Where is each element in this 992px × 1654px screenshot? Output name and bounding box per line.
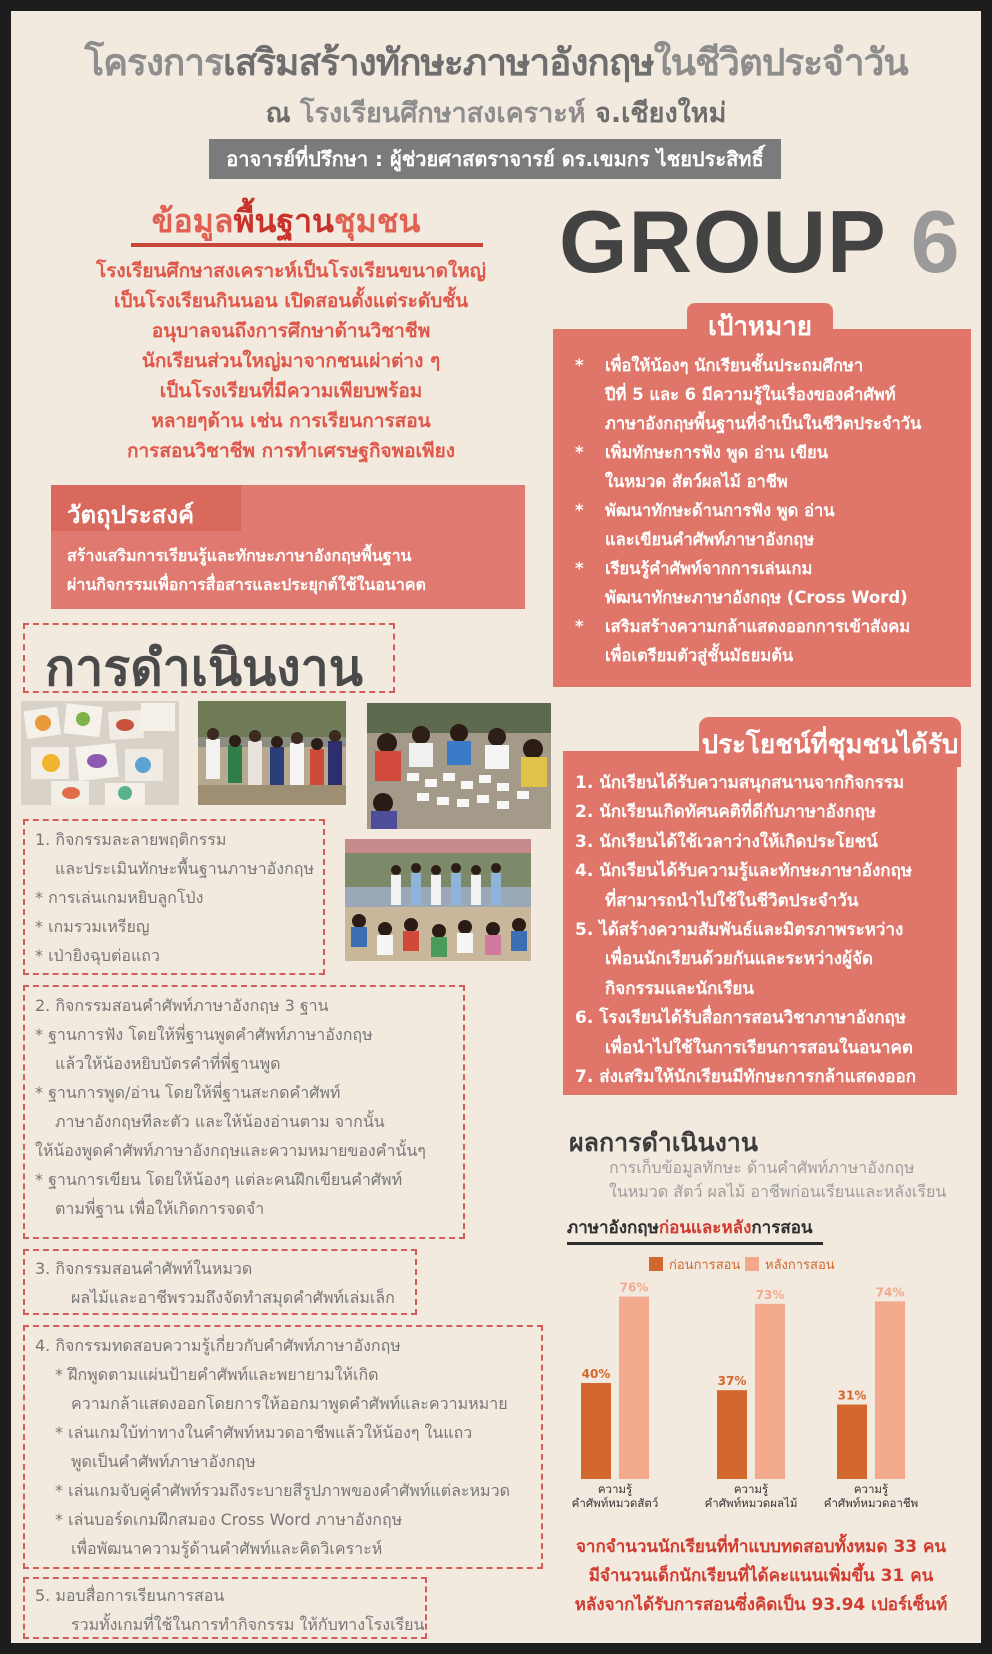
bar-value-label: 40% xyxy=(581,1367,611,1381)
activity-5-box xyxy=(23,1577,427,1639)
results-desc-line: ในหมวด สัตว์ ผลไม้ อาชีพก่อนเรียนและหลังเรียน xyxy=(609,1182,947,1201)
bar-after xyxy=(875,1301,905,1479)
photo-students-line xyxy=(198,701,346,805)
benefits-title: ประโยชน์ที่ชุมชนได้รับ xyxy=(701,730,959,760)
community-line: หลายๆด้าน เช่น การเรียนการสอน xyxy=(151,410,431,432)
objective-box xyxy=(51,485,525,609)
photo-students-cards-floor xyxy=(367,703,551,829)
activity-2-item: * ฐานการฟัง โดยให้พี่ฐานพูดคำศัพท์ภาษาอังกฤษ xyxy=(35,1025,373,1044)
benefit-item: 7. ส่งเสริมให้นักเรียนมีทักษะการกล้าแสดงออก xyxy=(575,1067,917,1088)
goals-title: เป้าหมาย xyxy=(707,312,813,342)
activity-2-title: 2. กิจกรรมสอนคำศัพท์ภาษาอังกฤษ 3 ฐาน xyxy=(35,996,329,1015)
goal-line: ภาษาอังกฤษพื้นฐานที่จำเป็นในชีวิตประจำวัน xyxy=(605,414,922,433)
poster xyxy=(11,11,981,1643)
legend-label: ก่อนการสอน xyxy=(669,1258,741,1273)
goal-line: * เสริมสร้างความกล้าแสดงออกการเข้าสังคม xyxy=(605,617,911,636)
community-heading-part-3: ชุมชน xyxy=(333,202,421,240)
activity-2-line: ภาษาอังกฤษทีละตัว และให้น้องอ่านตาม จากนั้น xyxy=(55,1112,385,1131)
community-heading xyxy=(71,196,501,247)
advisor-bar xyxy=(209,139,781,179)
activity-1-item: * การเล่นเกมหยิบลูกโป่ง xyxy=(35,888,204,907)
activity-1-line: และประเมินทักษะพื้นฐานภาษาอังกฤษ xyxy=(55,859,315,878)
category-label: ความรู้ xyxy=(733,1482,769,1496)
activity-1-item: * เป่ายิงฉุบต่อแถว xyxy=(35,946,160,965)
community-line: นักเรียนส่วนใหญ่มาจากชนเผ่าต่าง ๆ xyxy=(141,350,441,372)
benefit-line: ที่สามารถนำไปใช้ในชีวิตประจำวัน xyxy=(605,890,859,911)
benefit-item: 6. โรงเรียนได้รับสื่อการสอนวิชาภาษาอังกฤษ xyxy=(575,1008,907,1029)
goal-line: ในหมวด สัตว์ผลไม้ อาชีพ xyxy=(605,472,788,491)
bar-after xyxy=(619,1297,649,1479)
benefit-item: 2. นักเรียนเกิดทัศนคติที่ดีกับภาษาอังกฤษ xyxy=(575,802,876,823)
activity-4-item: * เล่นบอร์ดเกมฝึกสมอง Cross Word ภาษาอังกฤษ xyxy=(55,1510,403,1529)
activity-4-line: พูดเป็นคำศัพท์ภาษาอังกฤษ xyxy=(71,1452,256,1471)
results-desc-line: การเก็บข้อมูลทักษะ ด้านคำศัพท์ภาษาอังกฤษ xyxy=(609,1158,915,1177)
activity-4-item: * เล่นเกมใบ้ท่าทางในคำศัพท์หมวดอาชีพแล้วให้น้องๆ ในแถว xyxy=(55,1423,473,1442)
operations-heading: การดำเนินงาน xyxy=(45,639,363,697)
benefits-list xyxy=(575,769,961,1092)
goal-item xyxy=(571,351,969,438)
chart-title-part-2: ก่อนและหลัง xyxy=(658,1218,752,1238)
bar-value-label: 31% xyxy=(837,1388,867,1403)
activity-3-box xyxy=(23,1249,417,1315)
bar-before xyxy=(837,1405,867,1479)
subtitle-part-2: โรงเรียนศึกษาสงเคราะห์ xyxy=(300,98,586,129)
legend-swatch xyxy=(649,1257,663,1271)
results-summary xyxy=(551,1533,971,1620)
summary-line: มีจำนวนเด็กนักเรียนที่ได้คะแนนเพิ่มขึ้น 31 คน xyxy=(588,1566,934,1586)
goals-list xyxy=(571,351,969,670)
photo-group-outdoor xyxy=(345,839,531,961)
goal-line: พัฒนาทักษะภาษาอังกฤษ (Cross Word) xyxy=(605,588,908,607)
community-line: เป็นโรงเรียนที่มีความเพียบพร้อม xyxy=(159,380,423,402)
title-part-2: เสริมสร้างทักษะภาษาอังกฤษ xyxy=(222,41,654,84)
group-number: 6 xyxy=(910,192,961,291)
activity-5-title: 5. มอบสื่อการเรียนการสอน xyxy=(35,1586,225,1605)
page-subtitle xyxy=(11,91,981,134)
activity-4-title: 4. กิจกรรมทดสอบความรู้เกี่ยวกับคำศัพท์ภาษาอังกฤษ xyxy=(35,1336,401,1355)
activity-2-line: ตามพี่ฐาน เพื่อให้เกิดการจดจำ xyxy=(55,1199,265,1218)
bar-value-label: 37% xyxy=(717,1374,747,1389)
subtitle-part-3: จ.เชียงใหม่ xyxy=(585,98,727,129)
category-label: คำศัพท์หมวดอาชีพ xyxy=(823,1496,919,1510)
goal-line: เพื่อเตรียมตัวสู่ชั้นมัธยมต้น xyxy=(605,646,794,665)
goal-item xyxy=(571,554,969,612)
community-line: เป็นโรงเรียนกินนอน เปิดสอนตั้งแต่ระดับชั้น xyxy=(113,290,469,312)
title-part-1: โครงการ xyxy=(84,41,223,84)
objective-line: ผ่านกิจกรรมเพื่อการสื่อสารและประยุกต์ใช้ในอนาคต xyxy=(67,575,426,594)
advisor-text: อาจารย์ที่ปรึกษา : ผู้ช่วยศาสตราจารย์ ดร.เขมกร ไชยประสิทธิ์ xyxy=(226,147,764,171)
goal-line: * เพื่อให้น้องๆ นักเรียนชั้นประถมศึกษา xyxy=(605,356,864,375)
legend-swatch xyxy=(745,1257,759,1271)
activity-1-title: 1. กิจกรรมละลายพฤติกรรม xyxy=(35,830,227,849)
bar-before xyxy=(581,1383,611,1479)
benefit-line: เพื่อนนักเรียนด้วยกันและระหว่างผู้จัด xyxy=(605,949,874,970)
summary-line: หลังจากได้รับการสอนซึ่งคิดเป็น 93.94 เปอร์เซ็นท์ xyxy=(574,1595,948,1615)
goal-item xyxy=(571,496,969,554)
bar-value-label: 74% xyxy=(875,1285,905,1300)
activity-2-box xyxy=(23,985,465,1239)
group-title xyxy=(559,191,961,293)
before-after-bar-chart xyxy=(567,1251,971,1519)
activity-4-item: * ฝึกพูดตามแผ่นป้ายคำศัพท์และพยายามให้เกิด xyxy=(55,1365,379,1384)
results-description xyxy=(609,1156,946,1204)
category-label: คำศัพท์หมวดสัตว์ xyxy=(571,1496,659,1510)
activity-4-item: * เล่นเกมจับคู่คำศัพท์รวมถึงระบายสีรูปภาพของคำศัพท์แต่ละหมวด xyxy=(55,1481,510,1500)
chart-title xyxy=(567,1214,813,1241)
legend-label: หลังการสอน xyxy=(765,1258,835,1273)
chart-title-part-3: การสอน xyxy=(751,1218,813,1238)
objective-text xyxy=(67,541,515,599)
activity-3-line: ผลไม้และอาชีพรวมถึงจัดทำสมุดคำศัพท์เล่มเล็ก xyxy=(71,1288,395,1307)
activity-2-line: แล้วให้น้องหยิบบัตรคำที่พี่ฐานพูด xyxy=(55,1054,281,1073)
group-word: GROUP xyxy=(559,192,886,291)
category-label: ความรู้ xyxy=(597,1482,633,1496)
objective-title: วัตถุประสงค์ xyxy=(67,501,195,529)
goal-line: และเขียนคำศัพท์ภาษาอังกฤษ xyxy=(605,530,815,549)
community-line: โรงเรียนศึกษาสงเคราะห์เป็นโรงเรียนขนาดใหญ่ xyxy=(96,260,486,282)
operations-heading-box xyxy=(23,623,395,697)
goal-line: * เพิ่มทักษะการฟัง พูด อ่าน เขียน xyxy=(605,443,828,462)
category-label: คำศัพท์หมวดผลไม้ xyxy=(704,1496,798,1510)
activity-1-box xyxy=(23,819,325,975)
photo-coloring-cards xyxy=(21,701,179,805)
benefit-line: เพื่อนำไปใช้ในการเรียนการสอนในอนาคต xyxy=(605,1037,913,1058)
community-heading-part-1: ข้อมูล xyxy=(151,202,234,240)
subtitle-part-1: ณ xyxy=(265,98,301,129)
goal-line: * พัฒนาทักษะด้านการฟัง พูด อ่าน xyxy=(605,501,835,520)
bar-value-label: 73% xyxy=(755,1287,785,1302)
title-part-3: ในชีวิตประจำวัน xyxy=(653,41,908,84)
activity-4-line: เพื่อพัฒนาความรู้ด้านคำศัพท์และคิดวิเคราะห์ xyxy=(71,1539,383,1558)
benefit-item: 4. นักเรียนได้รับความรู้และทักษะภาษาอังกฤษ xyxy=(575,861,913,882)
bar-before xyxy=(717,1390,747,1479)
community-line: การสอนวิชาชีพ การทำเศรษฐกิจพอเพียง xyxy=(127,440,455,462)
goal-item xyxy=(571,438,969,496)
summary-line: จากจำนวนนักเรียนที่ทำแบบทดสอบทั้งหมด 33 คน xyxy=(575,1537,947,1557)
results-title: ผลการดำเนินงาน xyxy=(569,1128,758,1157)
chart-title-part-1: ภาษาอังกฤษ xyxy=(567,1218,659,1238)
benefit-line: กิจกรรมและนักเรียน xyxy=(605,978,754,999)
activity-2-item: * ฐานการเขียน โดยให้น้องๆ แต่ละคนฝึกเขียนคำศัพท์ xyxy=(35,1170,403,1189)
benefit-item: 5. ได้สร้างความสัมพันธ์และมิตรภาพระหว่าง xyxy=(575,920,904,941)
community-line: อนุบาลจนถึงการศึกษาด้านวิชาชีพ xyxy=(151,320,431,342)
activity-2-line: ให้น้องพูดคำศัพท์ภาษาอังกฤษและความหมายของคำนั้นๆ xyxy=(35,1141,426,1160)
page-title xyxy=(11,33,981,92)
community-text xyxy=(51,256,531,466)
category-label: ความรู้ xyxy=(853,1482,889,1496)
benefit-item: 3. นักเรียนได้ใช้เวลาว่างให้เกิดประโยชน์ xyxy=(575,831,878,852)
goal-line: ปีที่ 5 และ 6 มีความรู้ในเรื่องของคำศัพท์ xyxy=(605,385,896,404)
activity-5-line: รวมทั้งเกมที่ใช้ในการทำกิจกรรม ให้กับทางโรงเรียน xyxy=(71,1615,425,1634)
benefit-item: 1. นักเรียนได้รับความสนุกสนานจากกิจกรรม xyxy=(575,773,905,793)
bar-after xyxy=(755,1304,785,1479)
objective-line: สร้างเสริมการเรียนรู้และทักษะภาษาอังกฤษพื้นฐาน xyxy=(67,546,412,565)
community-heading-part-2: พื้นฐาน xyxy=(233,202,334,240)
activity-4-box xyxy=(23,1325,543,1569)
activity-4-line: ความกล้าแสดงออกโดยการให้ออกมาพูดคำศัพท์และความหมาย xyxy=(71,1394,508,1413)
bar-value-label: 76% xyxy=(619,1280,649,1295)
activity-1-item: * เกมรวมเหรียญ xyxy=(35,917,150,936)
goal-line: * เรียนรู้คำศัพท์จากการเล่นเกม xyxy=(605,559,813,578)
chart-title-underline xyxy=(567,1242,823,1245)
community-heading-underline xyxy=(131,243,483,247)
goal-item xyxy=(571,612,969,670)
activity-2-item: * ฐานการพูด/อ่าน โดยให้พี่ฐานสะกดคำศัพท์ xyxy=(35,1083,341,1102)
activity-3-title: 3. กิจกรรมสอนคำศัพท์ในหมวด xyxy=(35,1259,253,1278)
